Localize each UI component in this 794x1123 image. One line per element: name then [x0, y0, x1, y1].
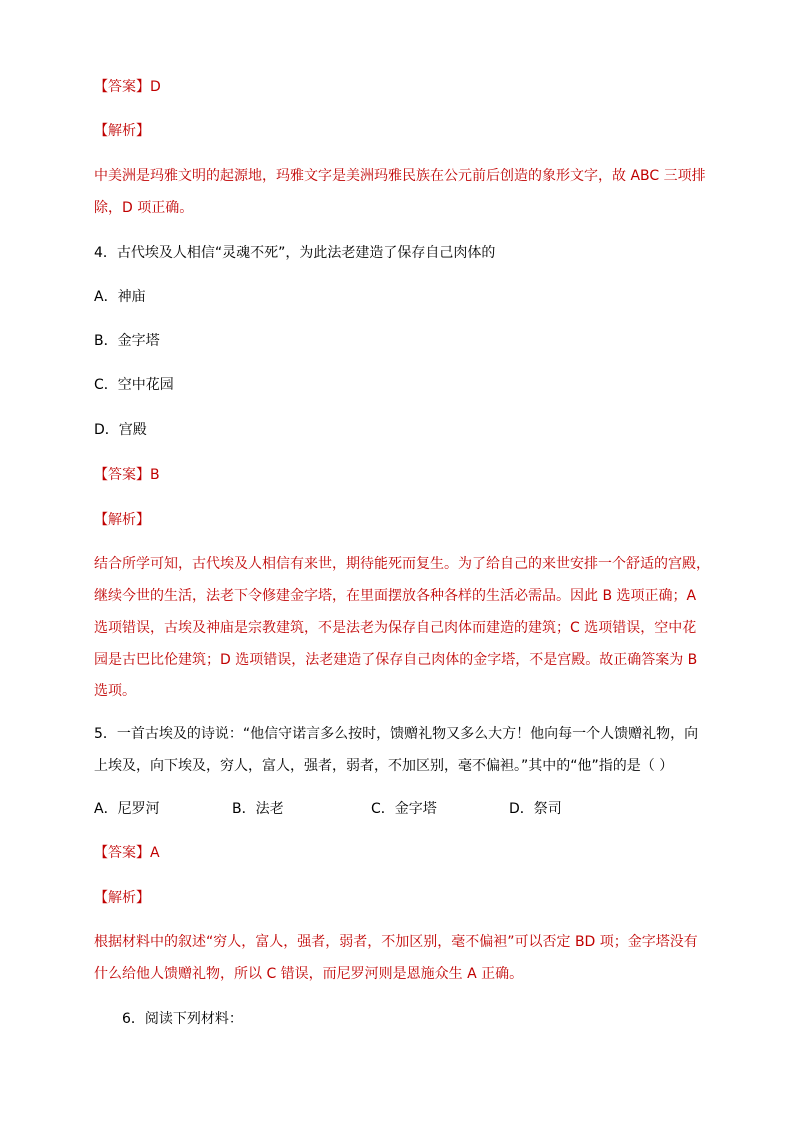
q5-stem-line-2: 上埃及，向下埃及，穷人，富人，强者，弱者，不加区别，毫不偏袒。”其中的“他”指的是（ ） [94, 758, 674, 774]
q5-option-d: D．祭司 [509, 801, 562, 817]
q3-answer: 【答案】D [94, 79, 161, 95]
q3-analysis-line-2: 除，D 项正确。 [94, 200, 194, 216]
q4-analysis-line-4: 园是古巴比伦建筑；D 选项错误，法老建造了保存自己肉体的金字塔，不是宫殿。故正确答案为 B [94, 652, 698, 668]
q4-analysis-line-5: 选项。 [94, 683, 136, 699]
q4-stem: 4．古代埃及人相信“灵魂不死”，为此法老建造了保存自己肉体的 [94, 245, 496, 261]
q5-analysis-label: 【解析】 [94, 890, 150, 906]
q5-stem-line-1: 5．一首古埃及的诗说：“他信守诺言多么按时，馈赠礼物又多么大方！他向每一个人馈赠礼物，向 [94, 726, 699, 742]
q4-analysis-line-3: 选项错误，古埃及神庙是宗教建筑，不是法老为保存自己肉体而建造的建筑；C 选项错误，空中花 [94, 620, 697, 636]
q5-option-c: C．金字塔 [371, 801, 437, 817]
q6-stem: 6．阅读下列材料： [122, 1011, 243, 1027]
q5-answer: 【答案】A [94, 845, 160, 861]
q5-analysis-line-2: 什么给他人馈赠礼物，所以 C 错误，而尼罗河则是恩施众生 A 正确。 [94, 966, 524, 982]
q4-option-d: D．宫殿 [94, 422, 147, 438]
q5-option-a: A．尼罗河 [94, 801, 160, 817]
q3-analysis-label: 【解析】 [94, 123, 150, 139]
q4-answer: 【答案】B [94, 467, 160, 483]
q4-option-a: A．神庙 [94, 289, 146, 305]
q4-analysis-line-1: 结合所学可知，古代埃及人相信有来世，期待能死而复生。为了给自己的来世安排一个舒适的宫殿， [94, 556, 710, 572]
q5-analysis-line-1: 根据材料中的叙述“穷人，富人，强者，弱者，不加区别，毫不偏袒”可以否定 BD 项；金字塔没有 [94, 934, 698, 950]
q3-analysis-line-1: 中美洲是玛雅文明的起源地，玛雅文字是美洲玛雅民族在公元前后创造的象形文字，故 ABC 三项排 [94, 168, 706, 184]
q4-option-b: B．金字塔 [94, 333, 160, 349]
q5-option-b: B．法老 [232, 801, 284, 817]
q4-option-c: C．空中花园 [94, 377, 174, 393]
q4-analysis-line-2: 继续今世的生活，法老下令修建金字塔，在里面摆放各种各样的生活必需品。因此 B 选项正确；A [94, 588, 697, 604]
q4-analysis-label: 【解析】 [94, 512, 150, 528]
